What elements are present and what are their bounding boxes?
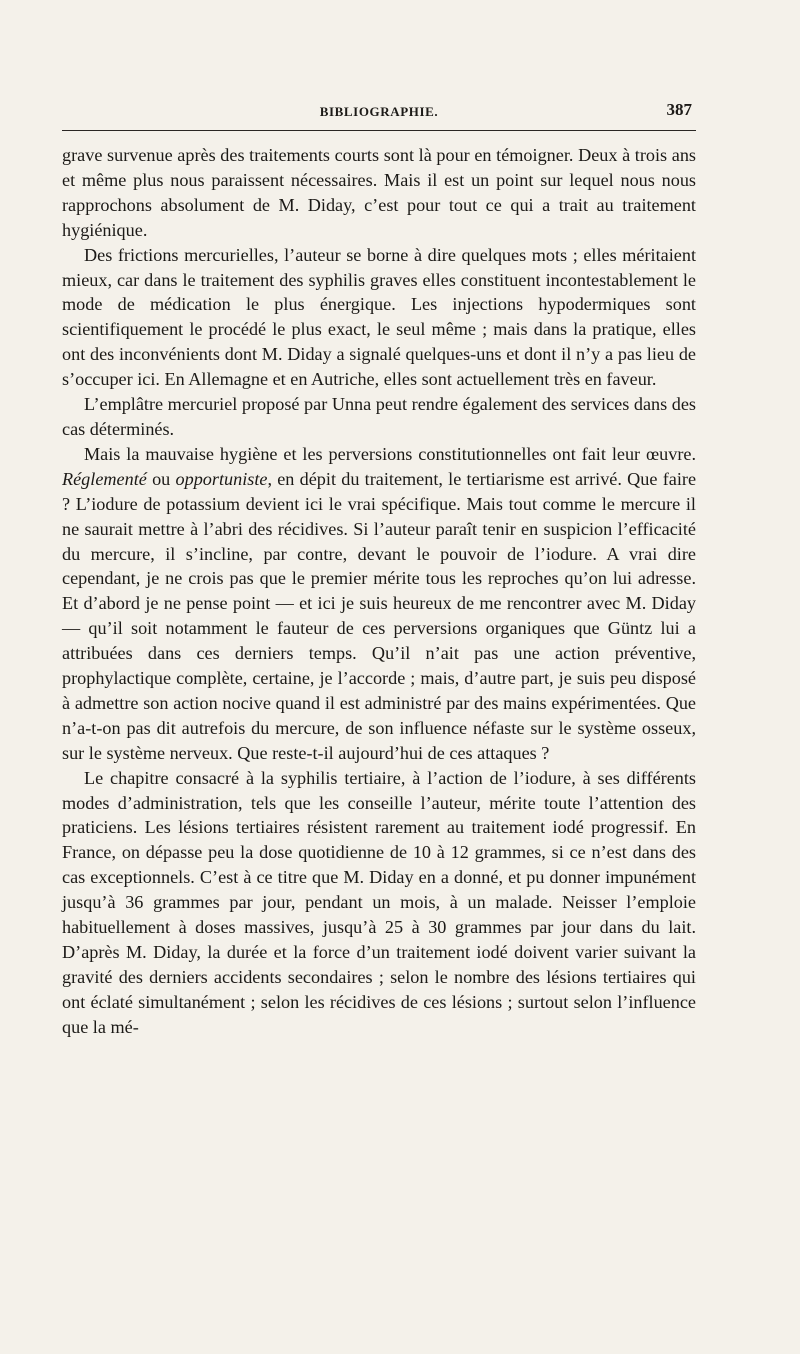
page-number: 387 <box>666 100 692 119</box>
paragraph-4-text-after: , en dépit du traitement, le tertiarisme est arrivé. Que faire ? L’iodure de potassium devient ici le vrai spécifique. Mais tout comme le mercure il ne saurait mettre à l’abri des récidives. Si l’auteur paraît tenir en suspicion l’efficacité du mercure, il s’incline, par contre, devant le pouvoir de l’iodure. A vrai dire cependant, je ne crois pas que le premier mérite tous les reproches qu’on lui adresse. Et d’abord je ne pense point — et ici je suis heureux de me rencontrer avec M. Diday — qu’il soit notamment le fauteur de ces perversions organiques que Güntz lui a attribuées dans ces derniers temps. Qu’il n’ait pas une action préventive, prophylactique complète, certaine, je l’accorde ; mais, d’autre part, je suis peu disposé à admettre son action nocive quand il est administré par des mains expérimentées. Que n’a-t-on pas dit autrefois du mercure, de son influence néfaste sur le système osseux, sur le système nerveux. Que reste-t-il aujourd’hui de ces attaques ? <box>62 468 697 763</box>
paragraph-4 <box>62 442 696 766</box>
body-text <box>62 143 696 1040</box>
running-head-title: BIBLIOGRAPHIE. <box>319 104 439 119</box>
italic-term-reglemente: Réglementé <box>62 468 147 489</box>
paragraph-4-text-middle: ou <box>146 468 176 489</box>
header-rule <box>62 130 696 131</box>
book-page <box>62 100 696 1040</box>
italic-term-opportuniste: opportuniste <box>175 468 268 489</box>
paragraph-2: Des frictions mercurielles, l’auteur se borne à dire quelques mots ; elles méritaient mieux, car dans le traitement des syphilis graves elles constituent incontestablement le mode de médication le plus énergique. Les injections hypodermiques sont scientifiquement le procédé le plus exact, le seul même ; mais dans la pratique, elles ont des inconvénients dont M. Diday a signalé quelques-uns et dont il n’y a pas lieu de s’occuper ici. En Allemagne et en Autriche, elles sont actuellement très en faveur. <box>62 244 696 390</box>
paragraph-1: grave survenue après des traitements courts sont là pour en témoigner. Deux à trois ans et même plus nous paraissent nécessaires. Mais il est un point sur lequel nous nous rapprochons absolument de M. Diday, c’est pour tout ce qui a trait au traitement hygiénique. <box>62 145 696 240</box>
paragraph-5: Le chapitre consacré à la syphilis tertiaire, à l’action de l’iodure, à ses différents modes d’administration, tels que les conseille l’auteur, mérite toute l’attention des praticiens. Les lésions tertiaires résistent rarement au traitement iodé progressif. En France, on dépasse peu la dose quotidienne de 10 à 12 grammes, si ce n’est dans des cas exceptionnels. C’est à ce titre que M. Diday en a donné, et pu donner impunément jusqu’à 36 grammes par jour, pendant un mois, à un malade. Neisser l’emploie habituellement à doses massives, jusqu’à 25 à 30 grammes par jour dans du lait. D’après M. Diday, la durée et la force d’un traitement iodé doivent varier suivant la gravité des derniers accidents secondaires ; selon le nombre des lésions tertiaires qui ont éclaté simultanément ; selon les récidives de ces lésions ; surtout selon l’influence que la mé- <box>62 767 696 1037</box>
paragraph-3: L’emplâtre mercuriel proposé par Unna peut rendre également des services dans des cas déterminés. <box>62 394 696 439</box>
paragraph-4-text-before: Mais la mauvaise hygiène et les perversions constitutionnelles ont fait leur œuvre. <box>84 443 696 464</box>
running-head <box>62 100 696 126</box>
